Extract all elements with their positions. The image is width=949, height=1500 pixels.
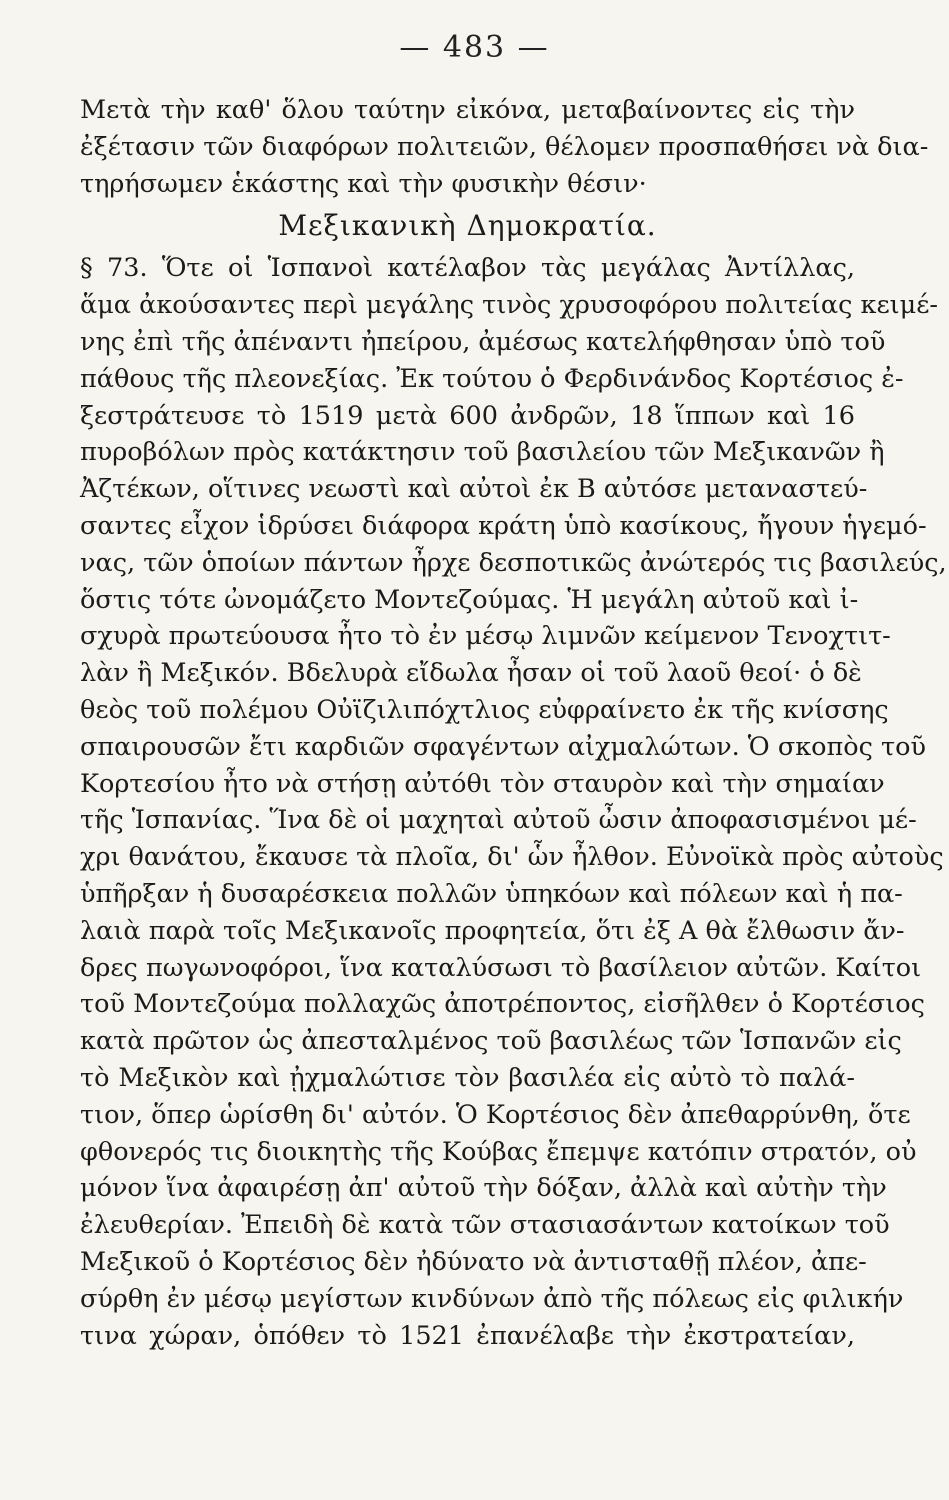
text-line: τιον, ὅπερ ὡρίσθη δι' αὐτόν. Ὁ Κορτέσιος δὲν ἀπεθαρρύνθη, ὅτε (80, 1099, 911, 1130)
page-text (80, 92, 947, 1354)
text-line: πυροβόλων πρὸς κατάκτησιν τοῦ βασιλείου τῶν Μεξικανῶν ἢ (80, 437, 885, 468)
text-line: τινα χώραν, ὁπόθεν τὸ 1521 ἐπανέλαβε τὴν ἐκστρατείαν, (80, 1320, 855, 1351)
text-line: ξεστράτευσε τὸ 1519 μετὰ 600 ἀνδρῶν, 18 ἵππων καὶ 16 (80, 400, 855, 431)
text-line: κατὰ πρῶτον ὡς ἀπεσταλμένος τοῦ βασιλέως τῶν Ἱσπανῶν εἰς (80, 1026, 902, 1057)
text-line: σχυρὰ πρωτεύουσα ἦτο τὸ ἐν μέσῳ λιμνῶν κείμενον Τενοχτιτ- (80, 621, 891, 652)
intro-paragraph (80, 92, 929, 202)
text-line: Κορτεσίου ἦτο νὰ στήσῃ αὐτόθι τὸν σταυρὸν καὶ τὴν σημαίαν (80, 768, 885, 799)
text-line: σαντες εἶχον ἱδρύσει διάφορα κράτη ὑπὸ κασίκους, ἤγουν ἡγεμό- (80, 510, 927, 541)
text-line: ὅστις τότε ὠνομάζετο Μοντεζούμας. Ἡ μεγάλη αὐτοῦ καὶ ἰ- (80, 584, 859, 615)
text-line: λαιὰ παρὰ τοῖς Μεξικανοῖς προφητεία, ὅτι ἐξ Α θὰ ἔλθωσιν ἄν- (80, 915, 905, 946)
text-line: τοῦ Μοντεζούμα πολλαχῶς ἀποτρέποντος, εἰσῆλθεν ὁ Κορτέσιος (80, 989, 925, 1020)
text-line: λὰν ἢ Μεξικόν. Βδελυρὰ εἴδωλα ἦσαν οἱ τοῦ λαοῦ θεοί· ὁ δὲ (80, 658, 862, 689)
text-line: νας, τῶν ὁποίων πάντων ἦρχε δεσποτικῶς ἀνώτερός τις βασιλεύς, (80, 547, 947, 578)
text-line: ἐλευθερίαν. Ἐπειδὴ δὲ κατὰ τῶν στασιασάντων κατοίκων τοῦ (80, 1210, 890, 1241)
text-line: μόνον ἵνα ἀφαιρέσῃ ἀπ' αὐτοῦ τὴν δόξαν, ἀλλὰ καὶ αὐτὴν τὴν (80, 1173, 887, 1204)
text-line: Μεξικοῦ ὁ Κορτέσιος δὲν ἠδύνατο νὰ ἀντισταθῇ πλέον, ἀπε- (80, 1246, 867, 1277)
text-line: σύρθη ἐν μέσῳ μεγίστων κινδύνων ἀπὸ τῆς πόλεως εἰς φιλικήν (80, 1283, 904, 1314)
text-line: σπαιρουσῶν ἔτι καρδιῶν σφαγέντων αἰχμαλώτων. Ὁ σκοπὸς τοῦ (80, 731, 926, 762)
text-line: § 73. Ὅτε οἱ Ἱσπανοὶ κατέλαβον τὰς μεγάλας Ἀντίλλας, (80, 253, 855, 284)
text-line: Μετὰ τὴν καθ' ὅλου ταύτην εἰκόνα, μεταβαίνοντες εἰς τὴν (80, 95, 855, 125)
text-line: φθονερός τις διοικητὴς τῆς Κούβας ἔπεμψε κατόπιν στρατόν, οὐ (80, 1136, 917, 1167)
text-line: χρι θανάτου, ἔκαυσε τὰ πλοῖα, δι' ὧν ἦλθον. Εὐνοϊκὰ πρὸς αὐτοὺς (80, 842, 944, 873)
text-line: ἐξέτασιν τῶν διαφόρων πολιτειῶν, θέλομεν προσπαθήσει νὰ δια- (80, 131, 929, 162)
text-line: ὑπῆρξαν ἡ δυσαρέσκεια πολλῶν ὑπηκόων καὶ πόλεων καὶ ἡ πα- (80, 878, 903, 909)
section-paragraph (80, 250, 947, 1354)
text-line: τῆς Ἱσπανίας. Ἵνα δὲ οἱ μαχηταὶ αὐτοῦ ὦσιν ἀποφασισμένοι μέ- (80, 805, 917, 836)
text-line: Ἀζτέκων, οἵτινες νεωστὶ καὶ αὐτοὶ ἐκ Β αὐτόσε μεταναστεύ- (80, 474, 868, 505)
text-line: νης ἐπὶ τῆς ἀπέναντι ἠπείρου, ἀμέσως κατελήφθησαν ὑπὸ τοῦ (80, 326, 886, 357)
section-heading: Μεξικανικὴ Δημοκρατία. (278, 209, 657, 243)
text-line: πάθους τῆς πλεονεξίας. Ἐκ τούτου ὁ Φερδινάνδος Κορτέσιος ἐ- (80, 363, 904, 394)
text-line: τηρήσωμεν ἑκάστης καὶ τὴν φυσικὴν θέσιν· (80, 168, 647, 199)
text-line: θεὸς τοῦ πολέμου Οὐϊζιλιπόχτλιος εὐφραίνετο ἐκ τῆς κνίσσης (80, 694, 889, 725)
page-number: — 483 — (399, 30, 550, 65)
text-line: τὸ Μεξικὸν καὶ ᾐχμαλώτισε τὸν βασιλέα εἰς αὐτὸ τὸ παλά- (80, 1062, 855, 1093)
text-line: ἅμα ἀκούσαντες περὶ μεγάλης τινὸς χρυσοφόρου πολιτείας κειμέ- (80, 290, 939, 321)
text-line: δρες πωγωνοφόροι, ἵνα καταλύσωσι τὸ βασίλειον αὐτῶν. Καίτοι (80, 952, 922, 983)
